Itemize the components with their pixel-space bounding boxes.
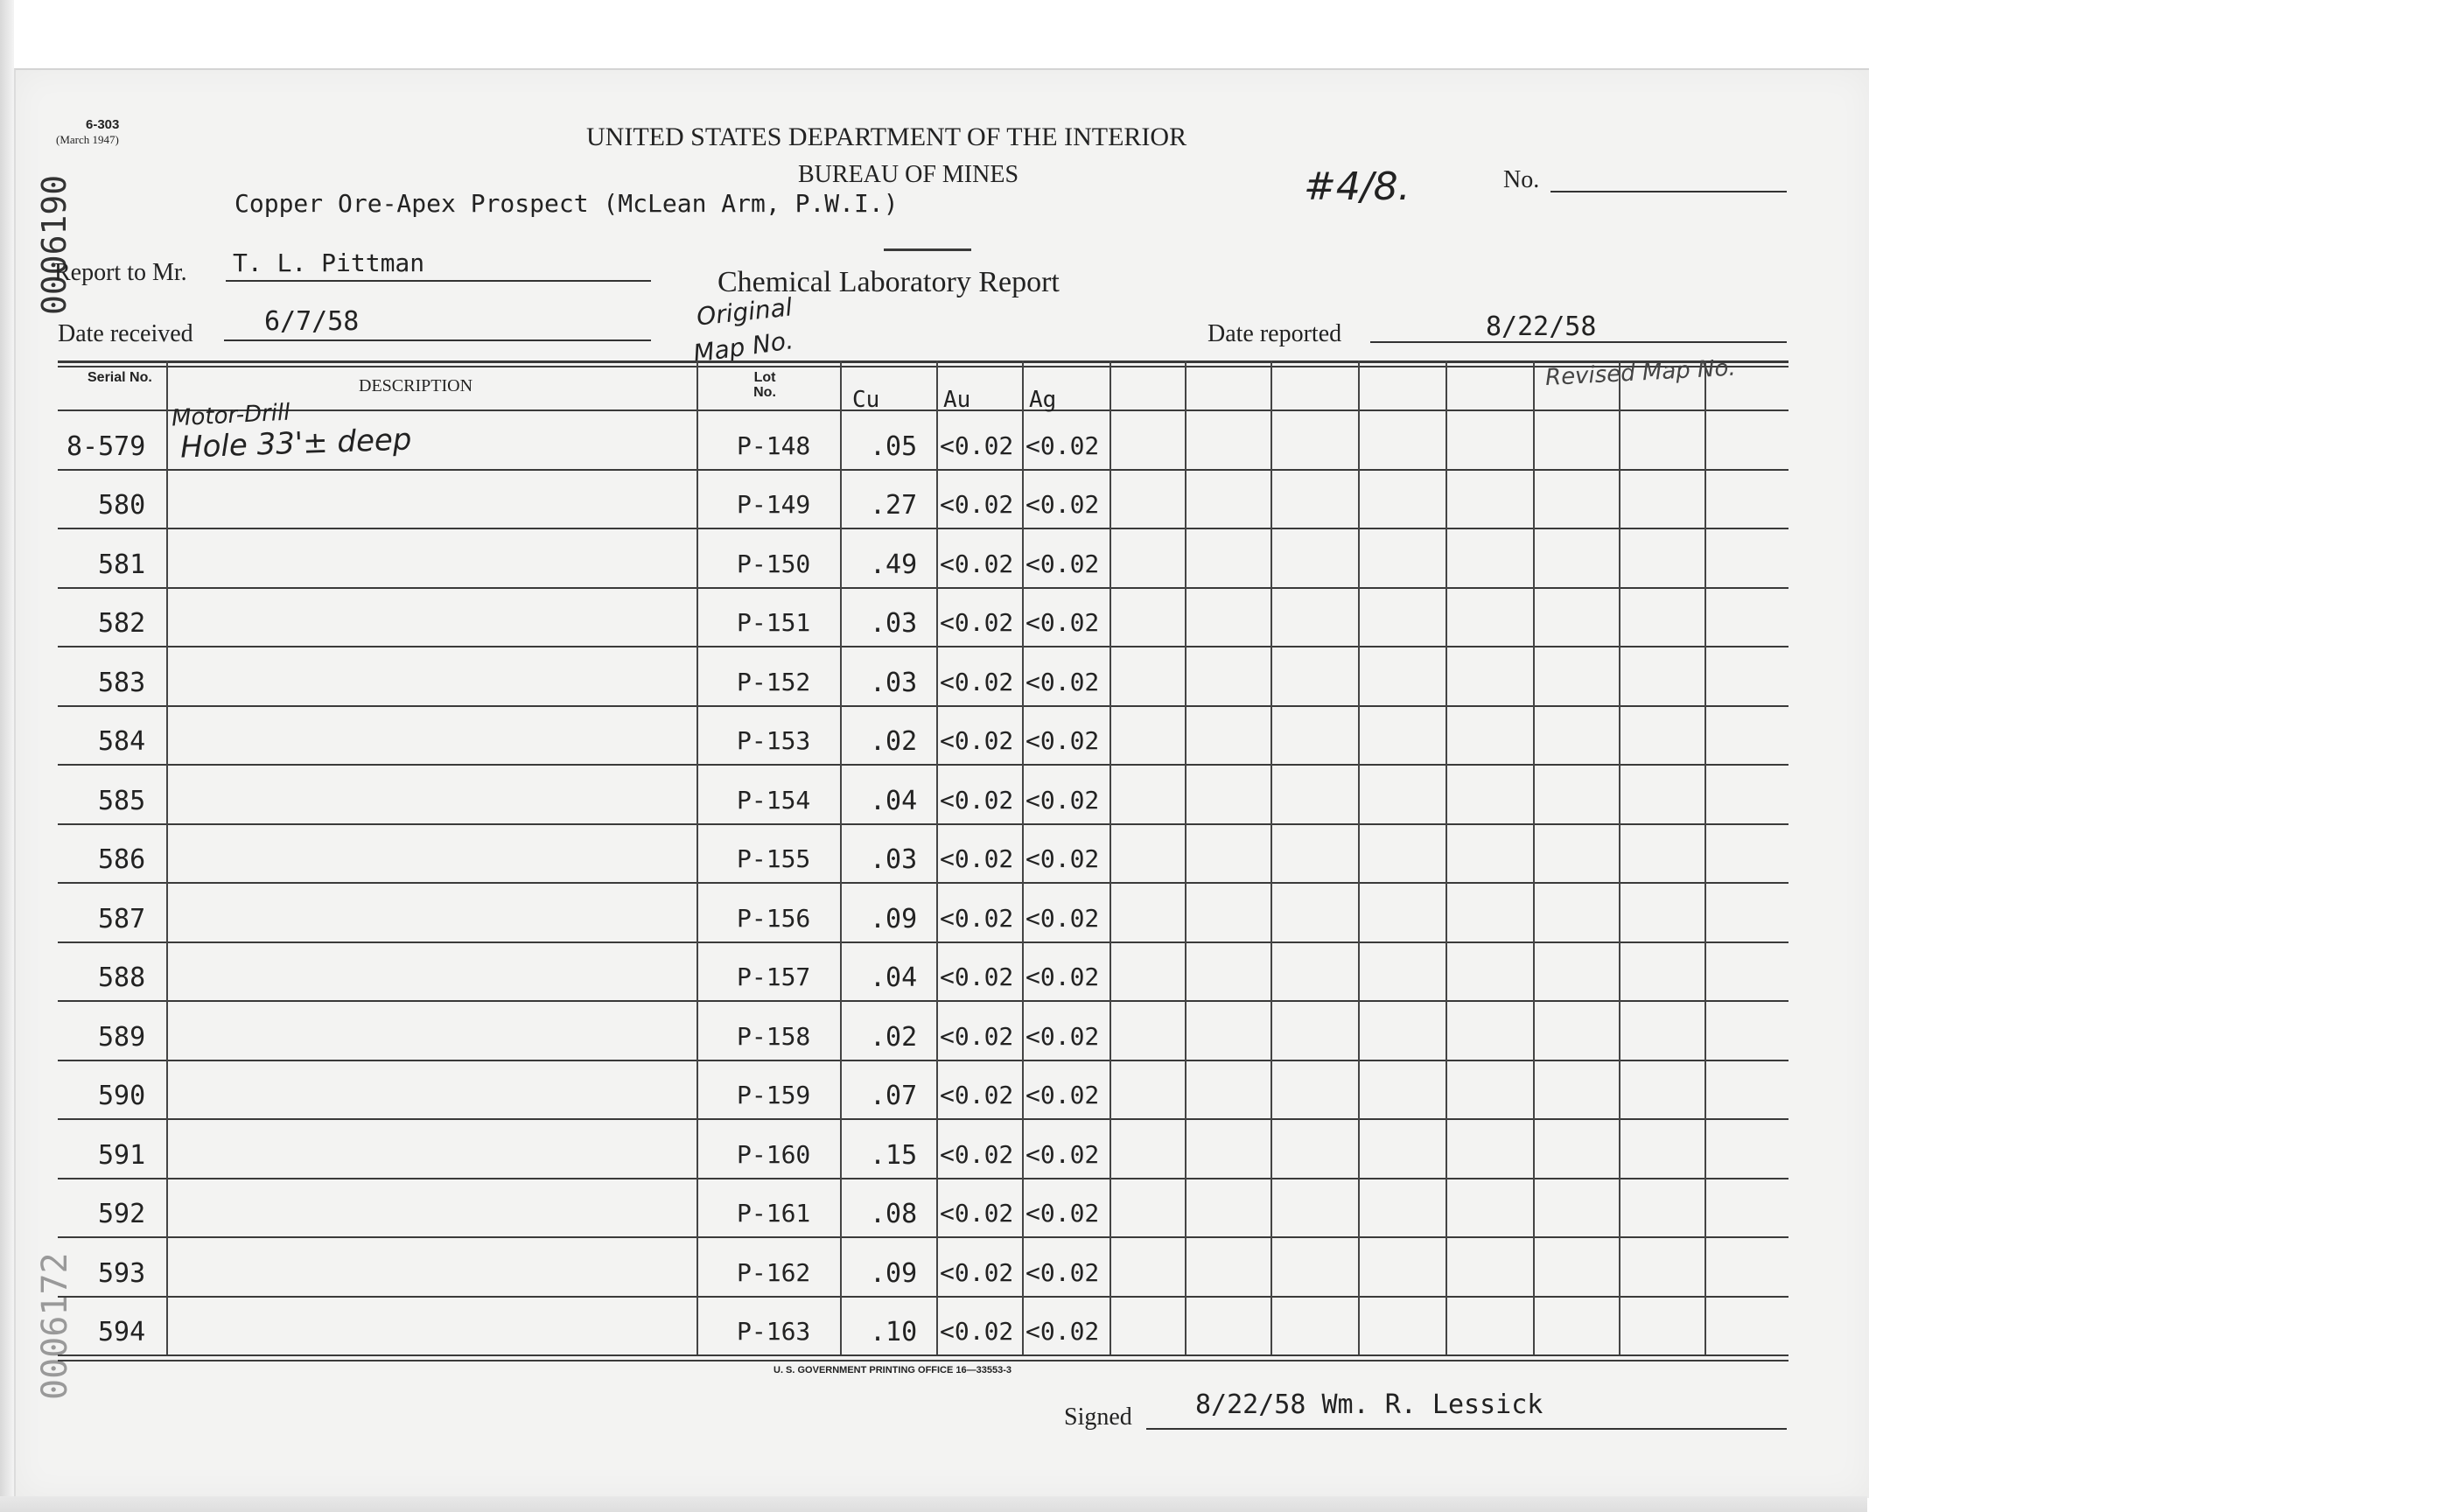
row-rule [58,469,1788,471]
report-to-label: Report to Mr. [54,259,187,286]
row-ag: <0.02 [1026,785,1100,815]
row-ag: <0.02 [1026,667,1100,696]
no-field-line [1550,191,1787,192]
row-serial: 584 [98,726,146,757]
row-serial: 592 [98,1199,146,1229]
row-rule [58,528,1788,529]
bureau-title: BUREAU OF MINES [798,161,1019,188]
header-ag: Ag [1029,387,1057,413]
original-note: Original [695,292,794,332]
row-au: <0.02 [940,549,1014,578]
row-rule [58,1000,1788,1002]
date-received-label: Date received [58,320,193,347]
row-serial: 588 [98,962,146,993]
row-ag: <0.02 [1026,1021,1100,1051]
date-received-value: 6/7/58 [264,306,360,337]
signed-label: Signed [1064,1404,1132,1431]
row-serial: 581 [98,549,146,580]
column-divider [166,360,168,1354]
row-au: <0.02 [940,726,1014,755]
form-number: 6-303 [86,117,120,132]
row-rule [58,587,1788,589]
row-lot: P-149 [737,490,811,519]
row-au: <0.02 [940,1317,1014,1346]
no-label: No. [1503,166,1540,193]
row-cu: .04 [870,785,918,816]
header-serial: Serial No. [88,370,152,385]
row-rule [58,1296,1788,1298]
row-au: <0.02 [940,844,1014,873]
row-rule [58,942,1788,943]
table-bottom-double-rule [58,1360,1788,1362]
scan-edge [0,0,14,1512]
row-ag: <0.02 [1026,1081,1100,1110]
column-divider [1704,360,1706,1354]
row-serial: 586 [98,844,146,875]
signature-line [1146,1428,1787,1430]
row-cu: .05 [870,430,918,462]
row-au: <0.02 [940,1257,1014,1287]
row-serial: 594 [98,1317,146,1348]
row-ag: <0.02 [1026,549,1100,578]
row-serial: 583 [98,667,146,698]
row-ag: <0.02 [1026,608,1100,637]
report-to-value: T. L. Pittman [233,248,425,277]
row-ag: <0.02 [1026,430,1100,460]
row-cu: .49 [870,549,918,580]
row-cu: .09 [870,1257,918,1289]
row-au: <0.02 [940,490,1014,519]
header-cu: Cu [852,387,880,413]
row-rule [58,1178,1788,1180]
row-serial: 591 [98,1139,146,1171]
row-cu: .08 [870,1199,918,1229]
printer-note: U. S. GOVERNMENT PRINTING OFFICE 16—33553-3 [774,1365,1012,1376]
date-reported-value: 8/22/58 [1486,312,1597,342]
row-rule [58,1060,1788,1061]
row-rule [58,1236,1788,1238]
row-serial: 582 [98,608,146,639]
row-ag: <0.02 [1026,962,1100,991]
row-ag: <0.02 [1026,490,1100,519]
column-divider [1270,360,1272,1354]
row-cu: .03 [870,608,918,639]
row-lot: P-154 [737,785,811,815]
row-au: <0.02 [940,608,1014,637]
row-rule [58,705,1788,707]
column-divider [840,360,842,1354]
row-ag: <0.02 [1026,1139,1100,1169]
row-lot: P-148 [737,430,811,460]
archive-stamp-bottom: 0006172 [35,1252,75,1400]
date-reported-label: Date reported [1208,320,1342,347]
row-ag: <0.02 [1026,726,1100,755]
form-edition: (March 1947) [56,133,119,146]
row-serial: 589 [98,1021,146,1053]
row-au: <0.02 [940,667,1014,696]
header-lot: Lot No. [753,370,776,400]
row-lot: P-161 [737,1199,811,1228]
row-cu: .07 [870,1081,918,1111]
row-lot: P-153 [737,726,811,755]
archive-stamp-top: 0006190 [35,174,74,315]
row-cu: .10 [870,1317,918,1348]
row-rule [58,882,1788,884]
row-ag: <0.02 [1026,1317,1100,1346]
row-serial: 8-579 [66,430,146,462]
row-cu: .02 [870,726,918,757]
row-rule [58,646,1788,648]
row-rule [58,1118,1788,1120]
row-lot: P-159 [737,1081,811,1110]
row-cu: .04 [870,962,918,993]
table-top-border [58,360,1788,363]
row-cu: .15 [870,1139,918,1171]
row-lot: P-156 [737,903,811,933]
row-lot: P-163 [737,1317,811,1346]
report-to-line [226,280,651,282]
date-received-line [224,340,651,341]
column-divider [1533,360,1535,1354]
row-cu: .09 [870,903,918,934]
row-cu: .02 [870,1021,918,1053]
scan-bottom-edge [0,1496,1867,1512]
title-rule [884,248,971,251]
column-divider [1358,360,1360,1354]
row-lot: P-162 [737,1257,811,1287]
row-au: <0.02 [940,962,1014,991]
row-au: <0.02 [940,1081,1014,1110]
row-lot: P-158 [737,1021,811,1051]
header-description: DESCRIPTION [359,376,473,396]
report-type-title: Chemical Laboratory Report [718,266,1060,298]
row-rule [58,823,1788,825]
table-top-border-inner [58,366,1788,368]
row-lot: P-157 [737,962,811,991]
row-au: <0.02 [940,785,1014,815]
row-serial: 580 [98,490,146,521]
row-serial: 593 [98,1257,146,1289]
row-ag: <0.02 [1026,1257,1100,1287]
row-serial: 587 [98,903,146,934]
column-divider [696,360,698,1354]
row-cu: .03 [870,844,918,875]
row-rule [58,764,1788,766]
row-lot: P-151 [737,608,811,637]
row-lot: P-160 [737,1139,811,1169]
row-lot: P-155 [737,844,811,873]
header-bottom-rule [58,410,1788,411]
handwritten-number: #4/8. [1304,164,1410,209]
column-divider [1619,360,1620,1354]
row-lot: P-152 [737,667,811,696]
row-ag: <0.02 [1026,903,1100,933]
header-au: Au [943,387,971,413]
signed-value: 8/22/58 Wm. R. Lessick [1195,1390,1544,1420]
row-description-detail: Hole 33'± deep [179,421,413,466]
column-divider [1110,360,1111,1354]
column-divider [1185,360,1186,1354]
row-serial: 585 [98,785,146,816]
date-reported-line [1370,341,1787,343]
row-serial: 590 [98,1081,146,1111]
row-au: <0.02 [940,430,1014,460]
header-revised-map: Revised Map No. [1544,354,1737,391]
row-au: <0.02 [940,1139,1014,1169]
row-description: Motor-Drill [171,398,291,432]
row-au: <0.02 [940,903,1014,933]
row-cu: .03 [870,667,918,698]
column-divider [936,360,938,1354]
row-au: <0.02 [940,1021,1014,1051]
row-ag: <0.02 [1026,844,1100,873]
row-cu: .27 [870,490,918,521]
column-divider [1022,360,1024,1354]
row-au: <0.02 [940,1199,1014,1228]
department-title: UNITED STATES DEPARTMENT OF THE INTERIOR [586,122,1187,151]
row-ag: <0.02 [1026,1199,1100,1228]
column-divider [1446,360,1447,1354]
row-rule [58,1354,1788,1356]
row-lot: P-150 [737,549,811,578]
map-no-note: Map No. [691,326,795,368]
project-title: Copper Ore-Apex Prospect (McLean Arm, P.W.I.) [234,189,899,218]
